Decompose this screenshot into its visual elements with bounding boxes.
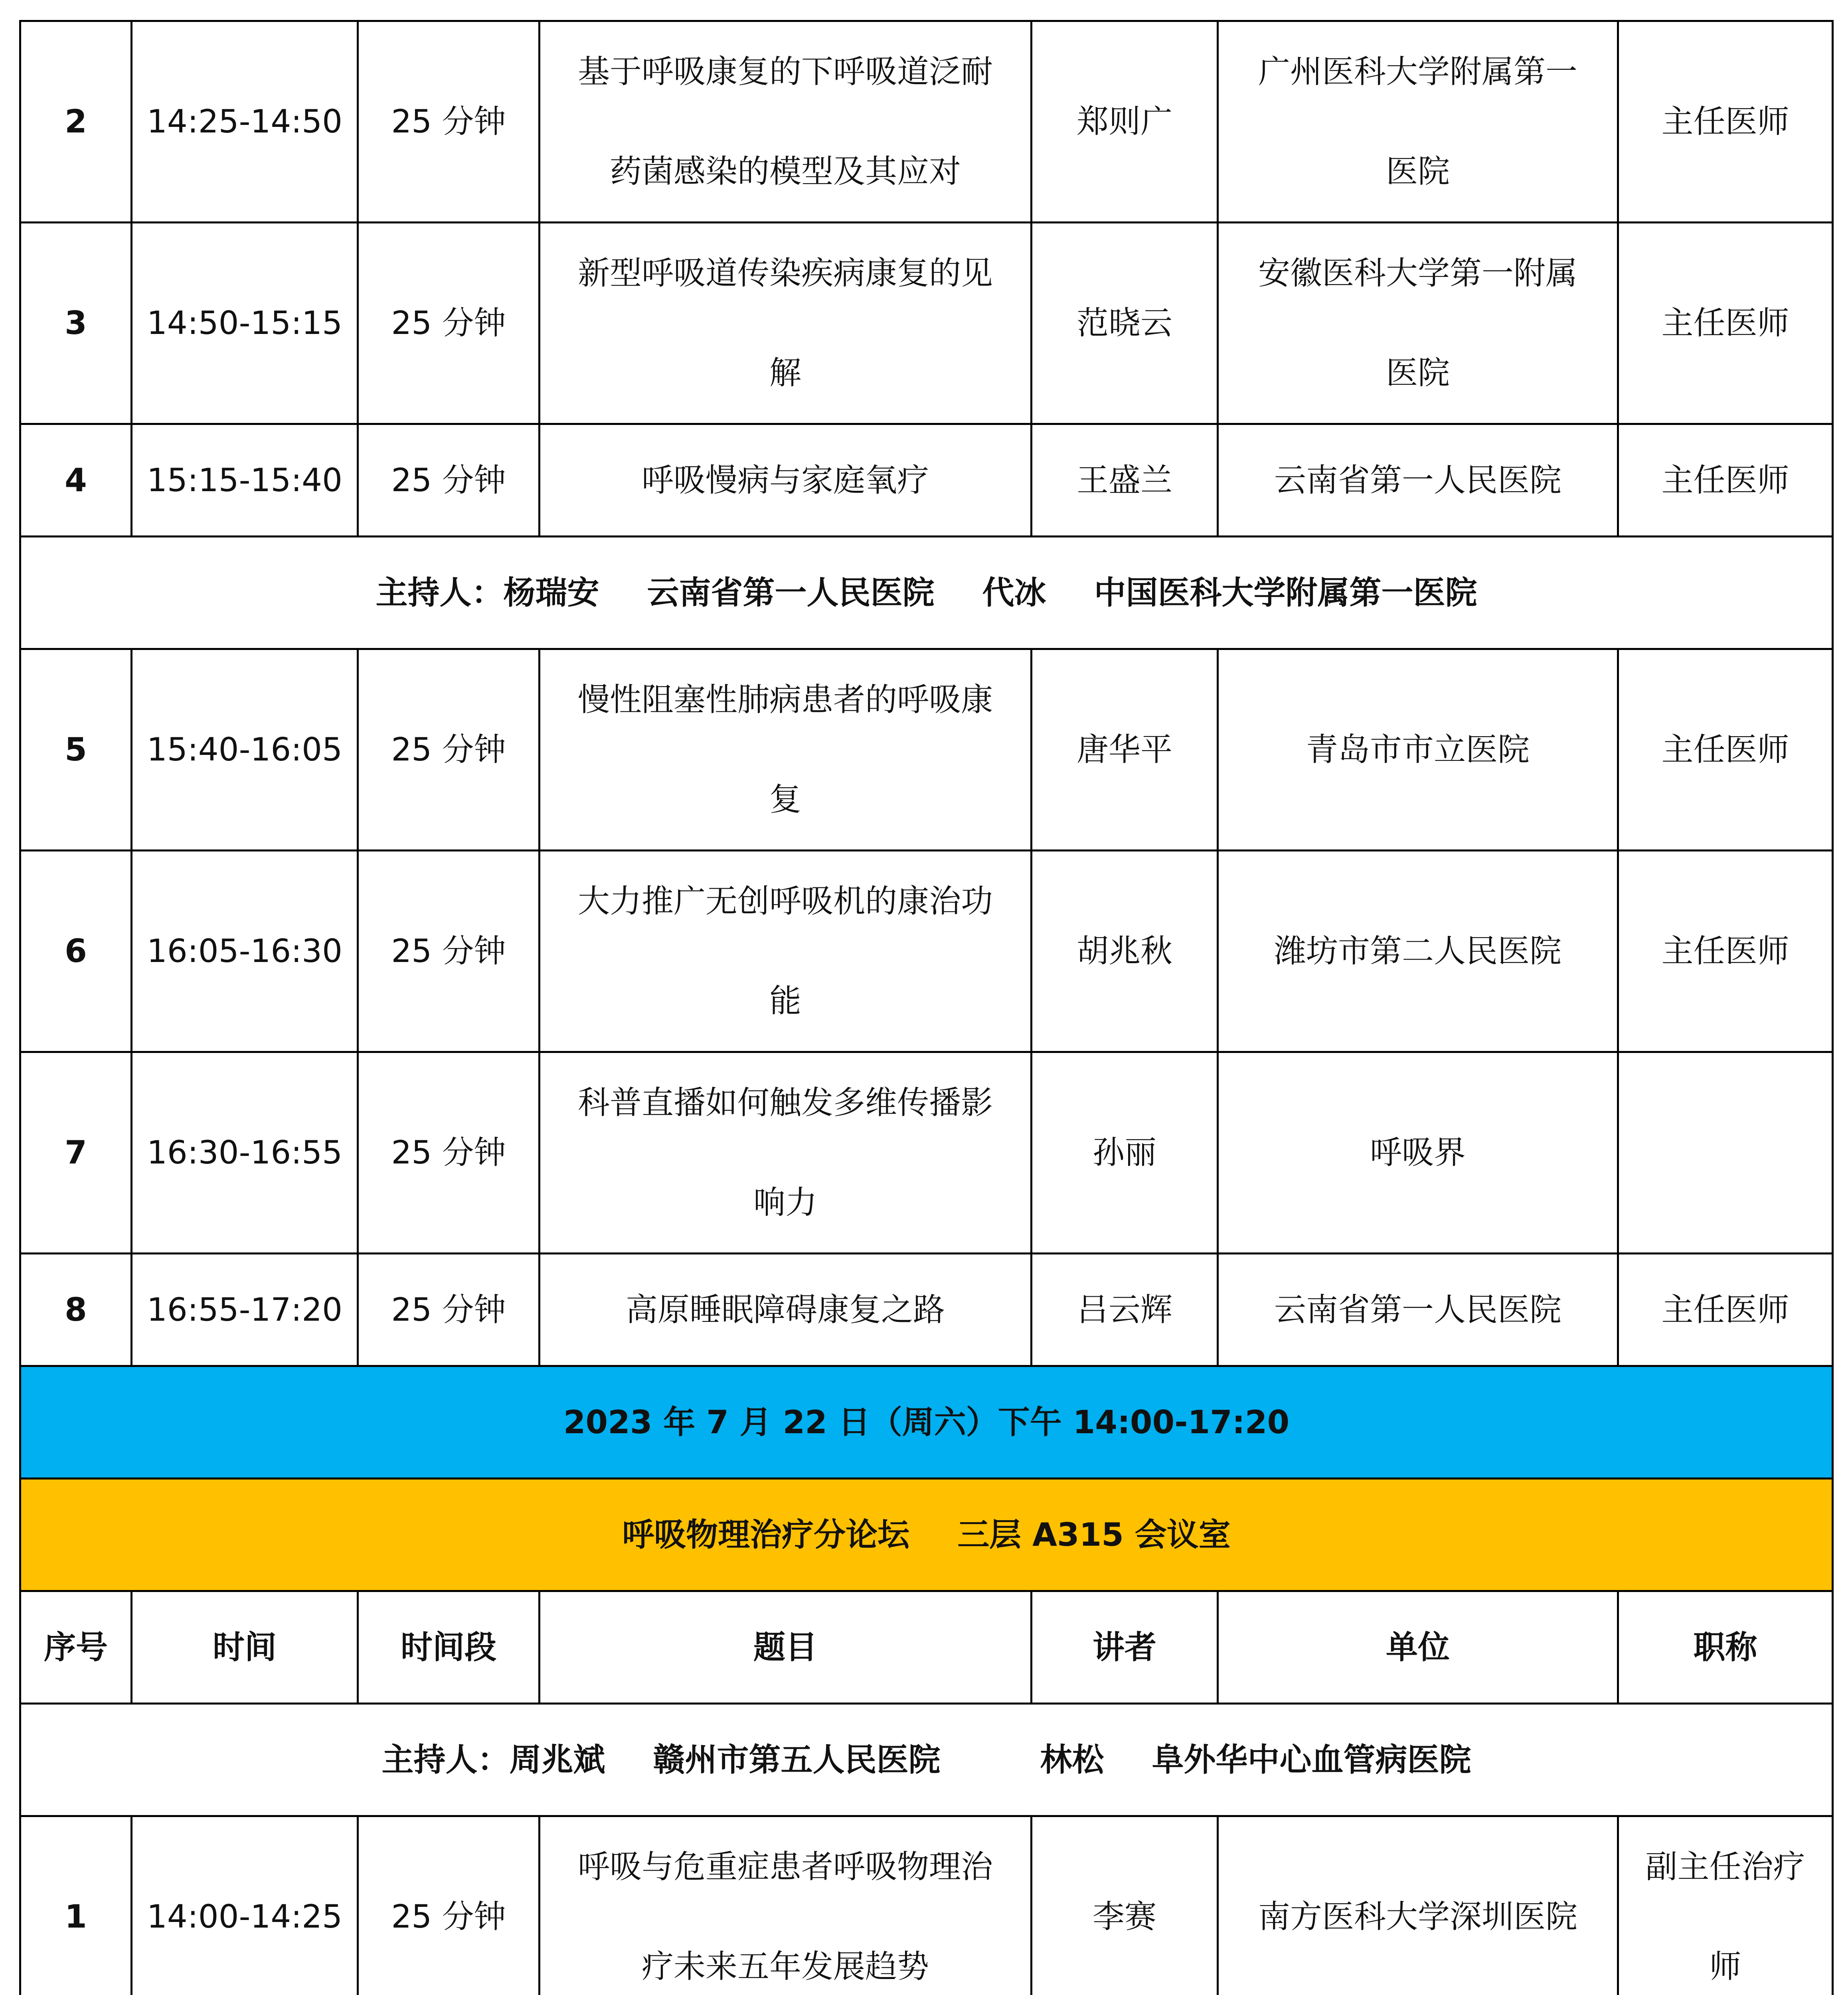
row-duration: 25 分钟 (358, 1816, 540, 1995)
host-1-label: 主持人：杨瑞安 (376, 574, 599, 611)
row-topic-line: 呼吸与危重症患者呼吸物理治 (578, 1848, 993, 1885)
row-duration: 25 分钟 (358, 424, 540, 537)
row-title-line: 主任医师 (1661, 1291, 1789, 1328)
row-topic-line: 能 (769, 982, 801, 1019)
row-number: 3 (20, 223, 132, 424)
forum-banner (20, 1479, 1833, 1591)
table-row (20, 1816, 1833, 1995)
table-row (20, 424, 1833, 537)
row-number: 7 (20, 1052, 132, 1254)
row-title (1618, 223, 1833, 424)
row-unit-line: 云南省第一人民医院 (1274, 461, 1561, 499)
host-1b-unit: 中国医科大学附属第一医院 (1094, 574, 1477, 611)
row-time: 16:05-16:30 (132, 851, 358, 1052)
row-speaker: 郑则广 (1032, 21, 1218, 223)
row-unit-line: 广州医科大学附属第一 (1258, 53, 1577, 90)
row-topic-line: 响力 (753, 1184, 817, 1221)
host-row-1 (20, 537, 1833, 649)
row-time: 15:15-15:40 (132, 424, 358, 537)
row-topic-line: 科普直播如何触发多维传播影 (578, 1084, 993, 1121)
row-unit-line: 医院 (1386, 153, 1450, 190)
row-unit-line: 潍坊市第二人民医院 (1274, 932, 1561, 970)
section2-header (20, 1366, 1833, 1816)
row-duration: 25 分钟 (358, 1254, 540, 1366)
row-unit (1218, 1052, 1618, 1254)
row-topic (540, 1254, 1032, 1366)
row-topic-line: 解 (769, 354, 801, 391)
row-speaker: 吕云辉 (1032, 1254, 1218, 1366)
table-row (20, 1052, 1833, 1254)
col-header-unit: 单位 (1218, 1591, 1618, 1704)
row-duration: 25 分钟 (358, 223, 540, 424)
section2-rows (20, 1816, 1833, 1995)
col-header-duration: 时间段 (358, 1591, 540, 1704)
row-title-line: 主任医师 (1661, 304, 1789, 342)
host-2-label: 主持人：周兆斌 (381, 1741, 605, 1778)
row-topic-line: 呼吸慢病与家庭氧疗 (642, 461, 929, 499)
row-topic (540, 21, 1032, 223)
row-title (1618, 1816, 1833, 1995)
row-duration: 25 分钟 (358, 1052, 540, 1254)
row-topic (540, 649, 1032, 851)
row-number: 2 (20, 21, 132, 223)
row-time: 14:25-14:50 (132, 21, 358, 223)
row-unit (1218, 223, 1618, 424)
col-header-title: 职称 (1618, 1591, 1833, 1704)
row-unit-line: 安徽医科大学第一附属 (1258, 255, 1577, 292)
row-topic (540, 223, 1032, 424)
row-title-line: 师 (1709, 1948, 1741, 1985)
row-topic (540, 851, 1032, 1052)
row-speaker: 胡兆秋 (1032, 851, 1218, 1052)
row-speaker: 范晓云 (1032, 223, 1218, 424)
row-number: 4 (20, 424, 132, 537)
row-topic-line: 复 (769, 781, 801, 818)
row-unit-line: 呼吸界 (1370, 1134, 1466, 1171)
row-number: 8 (20, 1254, 132, 1366)
host-1-unit: 云南省第一人民医院 (647, 574, 935, 611)
row-title-line: 副主任治疗 (1645, 1848, 1805, 1885)
row-duration: 25 分钟 (358, 649, 540, 851)
host-1-cell (20, 537, 1833, 649)
table-row (20, 649, 1833, 851)
row-topic-line: 大力推广无创呼吸机的康治功 (578, 883, 993, 920)
row-time: 14:50-15:15 (132, 223, 358, 424)
host-2-unit: 赣州市第五人民医院 (653, 1741, 941, 1778)
row-title (1618, 1254, 1833, 1366)
row-duration: 25 分钟 (358, 21, 540, 223)
schedule-table (19, 20, 1834, 1995)
row-title-line: 主任医师 (1661, 731, 1789, 768)
row-speaker: 王盛兰 (1032, 424, 1218, 537)
forum-name: 呼吸物理治疗分论坛 (622, 1516, 910, 1553)
row-title (1618, 424, 1833, 537)
col-header-speaker: 讲者 (1032, 1591, 1218, 1704)
row-topic (540, 1052, 1032, 1254)
row-topic (540, 424, 1032, 537)
row-speaker: 孙丽 (1032, 1052, 1218, 1254)
row-title (1618, 21, 1833, 223)
row-topic-line: 新型呼吸道传染疾病康复的见 (578, 255, 993, 292)
row-topic-line: 疗未来五年发展趋势 (642, 1948, 929, 1985)
row-time: 16:55-17:20 (132, 1254, 358, 1366)
row-speaker: 李赛 (1032, 1816, 1218, 1995)
table-row (20, 223, 1833, 424)
row-topic-line: 基于呼吸康复的下呼吸道泛耐 (578, 53, 993, 90)
host-2b-unit: 阜外华中心血管病医院 (1152, 1741, 1471, 1778)
host-2b-name: 林松 (1040, 1741, 1104, 1778)
row-unit (1218, 649, 1618, 851)
row-title-line: 主任医师 (1661, 103, 1789, 140)
section1-rows-a (20, 21, 1833, 537)
row-unit (1218, 1816, 1618, 1995)
row-speaker: 唐华平 (1032, 649, 1218, 851)
row-time: 15:40-16:05 (132, 649, 358, 851)
row-title (1618, 851, 1833, 1052)
row-unit (1218, 851, 1618, 1052)
row-title (1618, 649, 1833, 851)
row-number: 6 (20, 851, 132, 1052)
host-1b-name: 代冰 (982, 574, 1046, 611)
row-unit-line: 青岛市市立医院 (1306, 731, 1530, 768)
col-header-no: 序号 (20, 1591, 132, 1704)
row-topic (540, 1816, 1032, 1995)
date-banner: 2023 年 7 月 22 日（周六）下午 14:00-17:20 (20, 1366, 1833, 1479)
forum-room: 三层 A315 会议室 (957, 1516, 1231, 1553)
row-number: 1 (20, 1816, 132, 1995)
row-unit-line: 医院 (1386, 354, 1450, 391)
row-unit (1218, 424, 1618, 537)
table-row (20, 851, 1833, 1052)
row-unit-line: 南方医科大学深圳医院 (1258, 1898, 1577, 1935)
row-time: 16:30-16:55 (132, 1052, 358, 1254)
host-2-cell (20, 1704, 1833, 1816)
section1-rows-b (20, 649, 1833, 1366)
row-time: 14:00-14:25 (132, 1816, 358, 1995)
row-unit-line: 云南省第一人民医院 (1274, 1291, 1561, 1328)
row-duration: 25 分钟 (358, 851, 540, 1052)
col-header-topic: 题目 (540, 1591, 1032, 1704)
row-unit (1218, 1254, 1618, 1366)
col-header-time: 时间 (132, 1591, 358, 1704)
row-topic-line: 高原睡眠障碍康复之路 (626, 1291, 945, 1328)
row-topic-line: 慢性阻塞性肺病患者的呼吸康 (578, 681, 993, 718)
row-topic-line: 药菌感染的模型及其应对 (610, 153, 961, 190)
row-title-line: 主任医师 (1661, 932, 1789, 970)
row-unit (1218, 21, 1618, 223)
row-title (1618, 1052, 1833, 1254)
row-number: 5 (20, 649, 132, 851)
row-title-line: 主任医师 (1661, 461, 1789, 499)
table-row (20, 1254, 1833, 1366)
table-row (20, 21, 1833, 223)
